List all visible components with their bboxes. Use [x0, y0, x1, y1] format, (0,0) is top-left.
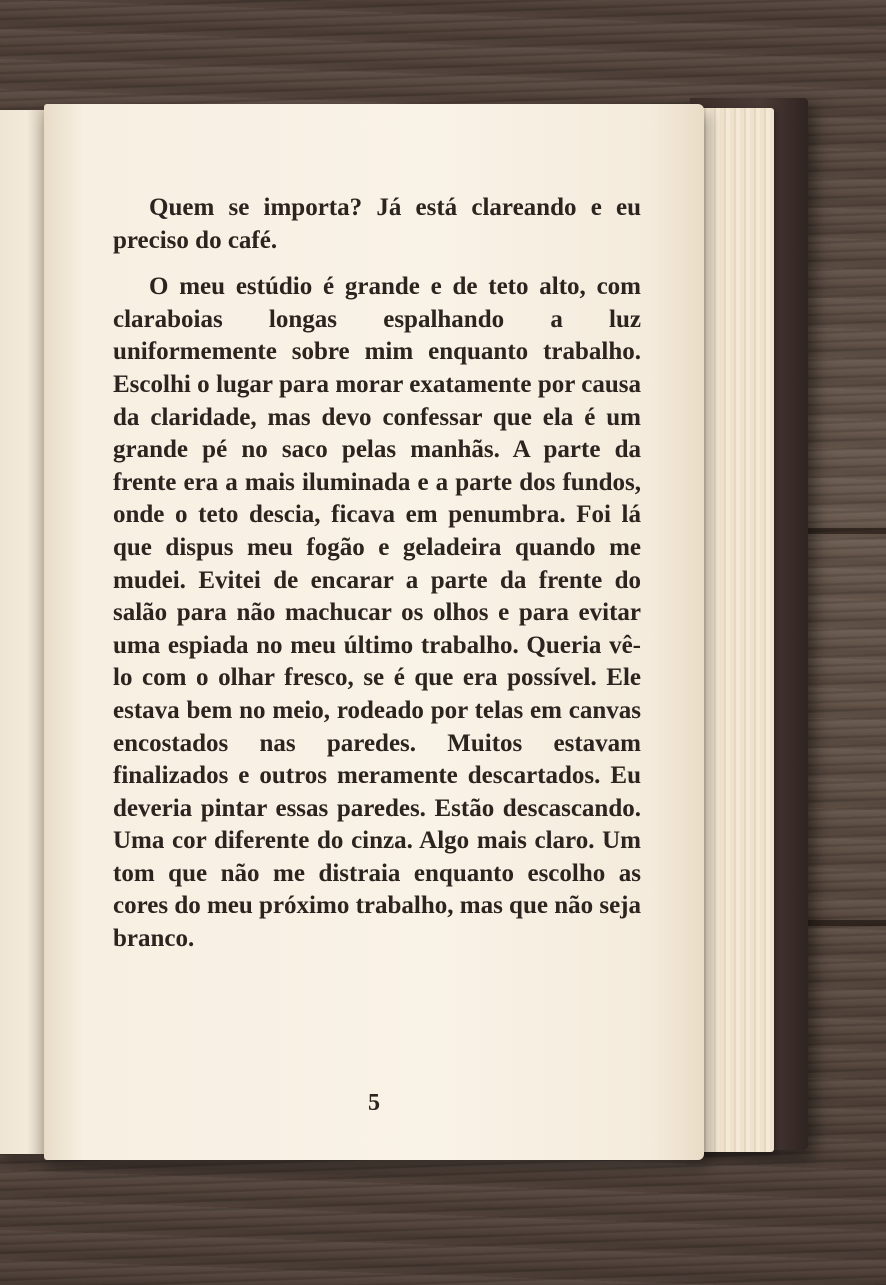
page-number: 5 — [368, 1090, 380, 1116]
left-page — [0, 110, 44, 1154]
wood-seam — [800, 920, 886, 926]
paragraph: Quem se importa? Já está clareando e eu preciso do café. — [113, 194, 641, 254]
book-page — [44, 104, 704, 1160]
paragraph: O meu estúdio é grande e de teto alto, com claraboias longas espalhando a luz uniformemente sobre mim enquanto trabalho. Escolhi o lugar para morar exatamente por causa da claridade, mas devo confessar que ela é um grande pé no saco pelas manhãs. A parte da frente era a mais iluminada e a parte dos fundos, onde o teto descia, ficava em penumbra. Foi lá que dispus meu fogão e geladeira quando me mudei. Evitei de encarar a parte da frente do salão para não machucar os olhos e para evitar uma espiada no meu último trabalho. Queria vê-lo com o olhar fresco, se é que era possível. Ele estava bem no meio, rodeado por telas em canvas encostados nas paredes. Muitos estavam finalizados e outros meramente descartados. Eu deveria pintar essas paredes. Estão descascando. Uma cor diferente do cinza. Algo mais claro. Um tom que não me distraia enquanto escolho as cores do meu próximo trabalho, mas que não seja branco. — [113, 273, 642, 953]
page-text — [113, 192, 641, 956]
wood-seam — [800, 528, 886, 534]
